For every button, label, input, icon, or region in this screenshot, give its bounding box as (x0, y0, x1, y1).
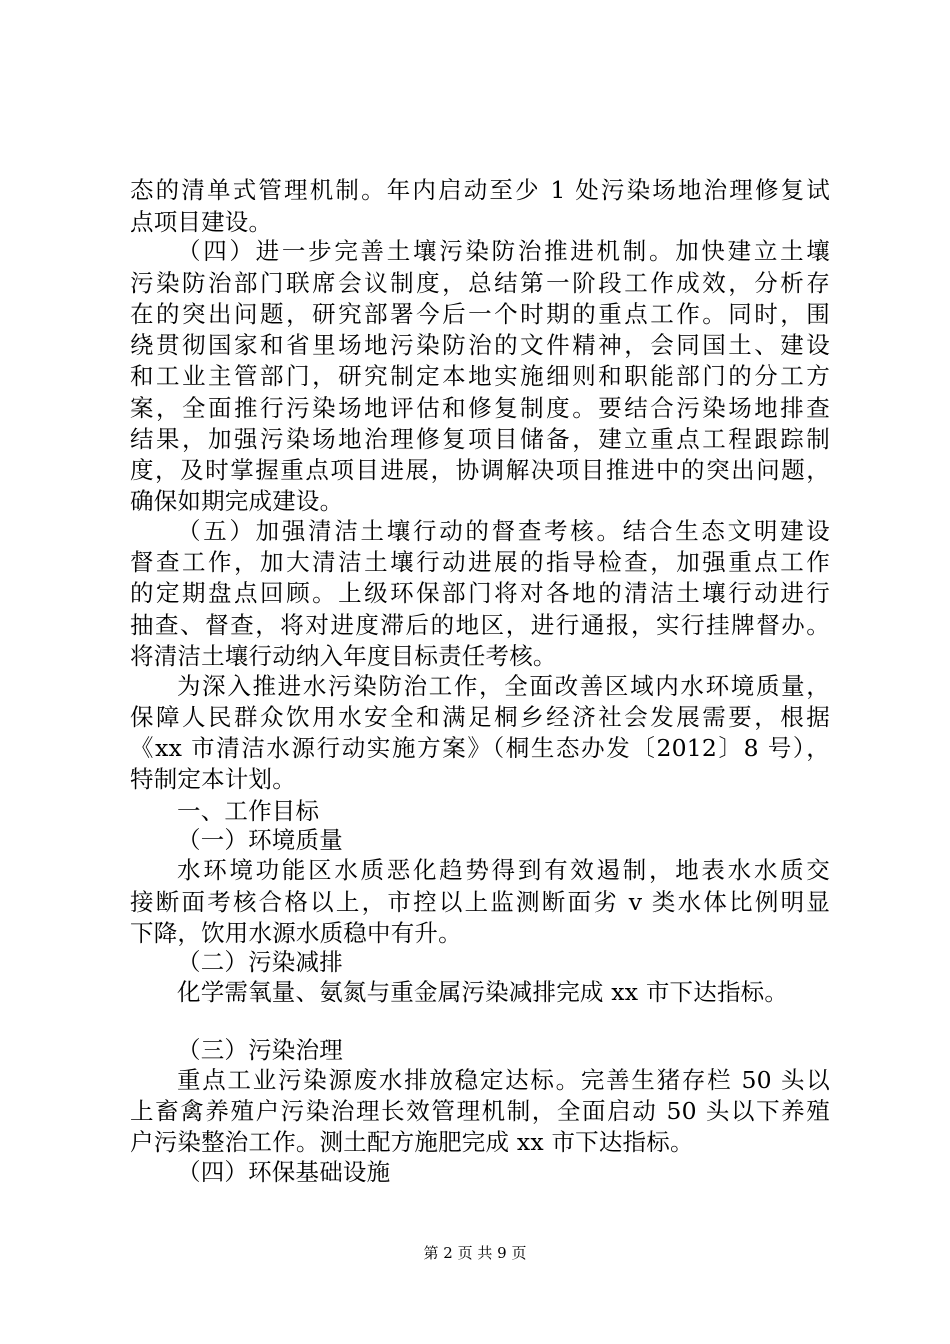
body-line: 上畜禽养殖户污染治理长效管理机制，全面启动 50 头以下养殖 (130, 1097, 830, 1125)
body-line: 特制定本计划。 (130, 765, 296, 793)
body-line: 化学需氧量、氨氮与重金属污染减排完成 xx 市下达指标。 (177, 978, 789, 1006)
body-line: 下降，饮用水源水质稳中有升。 (130, 919, 462, 947)
body-line: 态的清单式管理机制。年内启动至少 1 处污染场地治理修复试 (130, 176, 830, 204)
body-line: 户污染整治工作。测土配方施肥完成 xx 市下达指标。 (130, 1128, 694, 1156)
subheading-pollution-reduction: （二）污染减排 (177, 948, 343, 976)
body-line: 和工业主管部门，研究制定本地实施细则和职能部门的分工方 (130, 362, 830, 390)
body-line: 确保如期完成建设。 (130, 487, 344, 515)
intro-paragraph: 为深入推进水污染防治工作，全面改善区域内水环境质量， (177, 672, 830, 700)
body-line: 水环境功能区水质恶化趋势得到有效遏制，地表水水质交 (177, 856, 830, 884)
body-line: 的定期盘点回顾。上级环保部门将对各地的清洁土壤行动进行 (130, 579, 830, 607)
body-line: 《xx 市清洁水源行动实施方案》（桐生态办发〔2012〕8 号）， (130, 734, 830, 762)
body-line: 抽查、督查，将对进度滞后的地区，进行通报，实行挂牌督办。 (130, 611, 830, 639)
body-line: 污染防治部门联席会议制度，总结第一阶段工作成效，分析存 (130, 269, 830, 297)
body-line: 将清洁土壤行动纳入年度目标责任考核。 (130, 642, 557, 670)
heading-work-goals: 一、工作目标 (177, 797, 320, 825)
body-line: 点项目建设。 (130, 208, 273, 236)
section-heading-5: （五）加强清洁土壤行动的督查考核。结合生态文明建设 (177, 517, 830, 545)
page-number-footer: 第 2 页 共 9 页 (423, 1244, 527, 1262)
subheading-pollution-control: （三）污染治理 (177, 1036, 343, 1064)
body-line: 督查工作，加大清洁土壤行动进展的指导检查，加强重点工作 (130, 548, 830, 576)
body-line: 案，全面推行污染场地评估和修复制度。要结合污染场地排查 (130, 394, 830, 422)
body-line: 重点工业污染源废水排放稳定达标。完善生猪存栏 50 头以 (177, 1066, 830, 1094)
subheading-infrastructure: （四）环保基础设施 (177, 1158, 391, 1186)
body-line: 度，及时掌握重点项目进展，协调解决项目推进中的突出问题， (130, 456, 830, 484)
body-line: 在的突出问题，研究部署今后一个时期的重点工作。同时，围 (130, 300, 830, 328)
body-line: 接断面考核合格以上，市控以上监测断面劣 v 类水体比例明显 (130, 888, 830, 916)
body-line: 绕贯彻国家和省里场地污染防治的文件精神，会同国土、建设 (130, 331, 830, 359)
section-heading-4: （四）进一步完善土壤污染防治推进机制。加快建立土壤 (177, 237, 830, 265)
body-line: 结果，加强污染场地治理修复项目储备，建立重点工程跟踪制 (130, 425, 830, 453)
subheading-environment-quality: （一）环境质量 (177, 826, 343, 854)
body-line: 保障人民群众饮用水安全和满足桐乡经济社会发展需要，根据 (130, 703, 830, 731)
